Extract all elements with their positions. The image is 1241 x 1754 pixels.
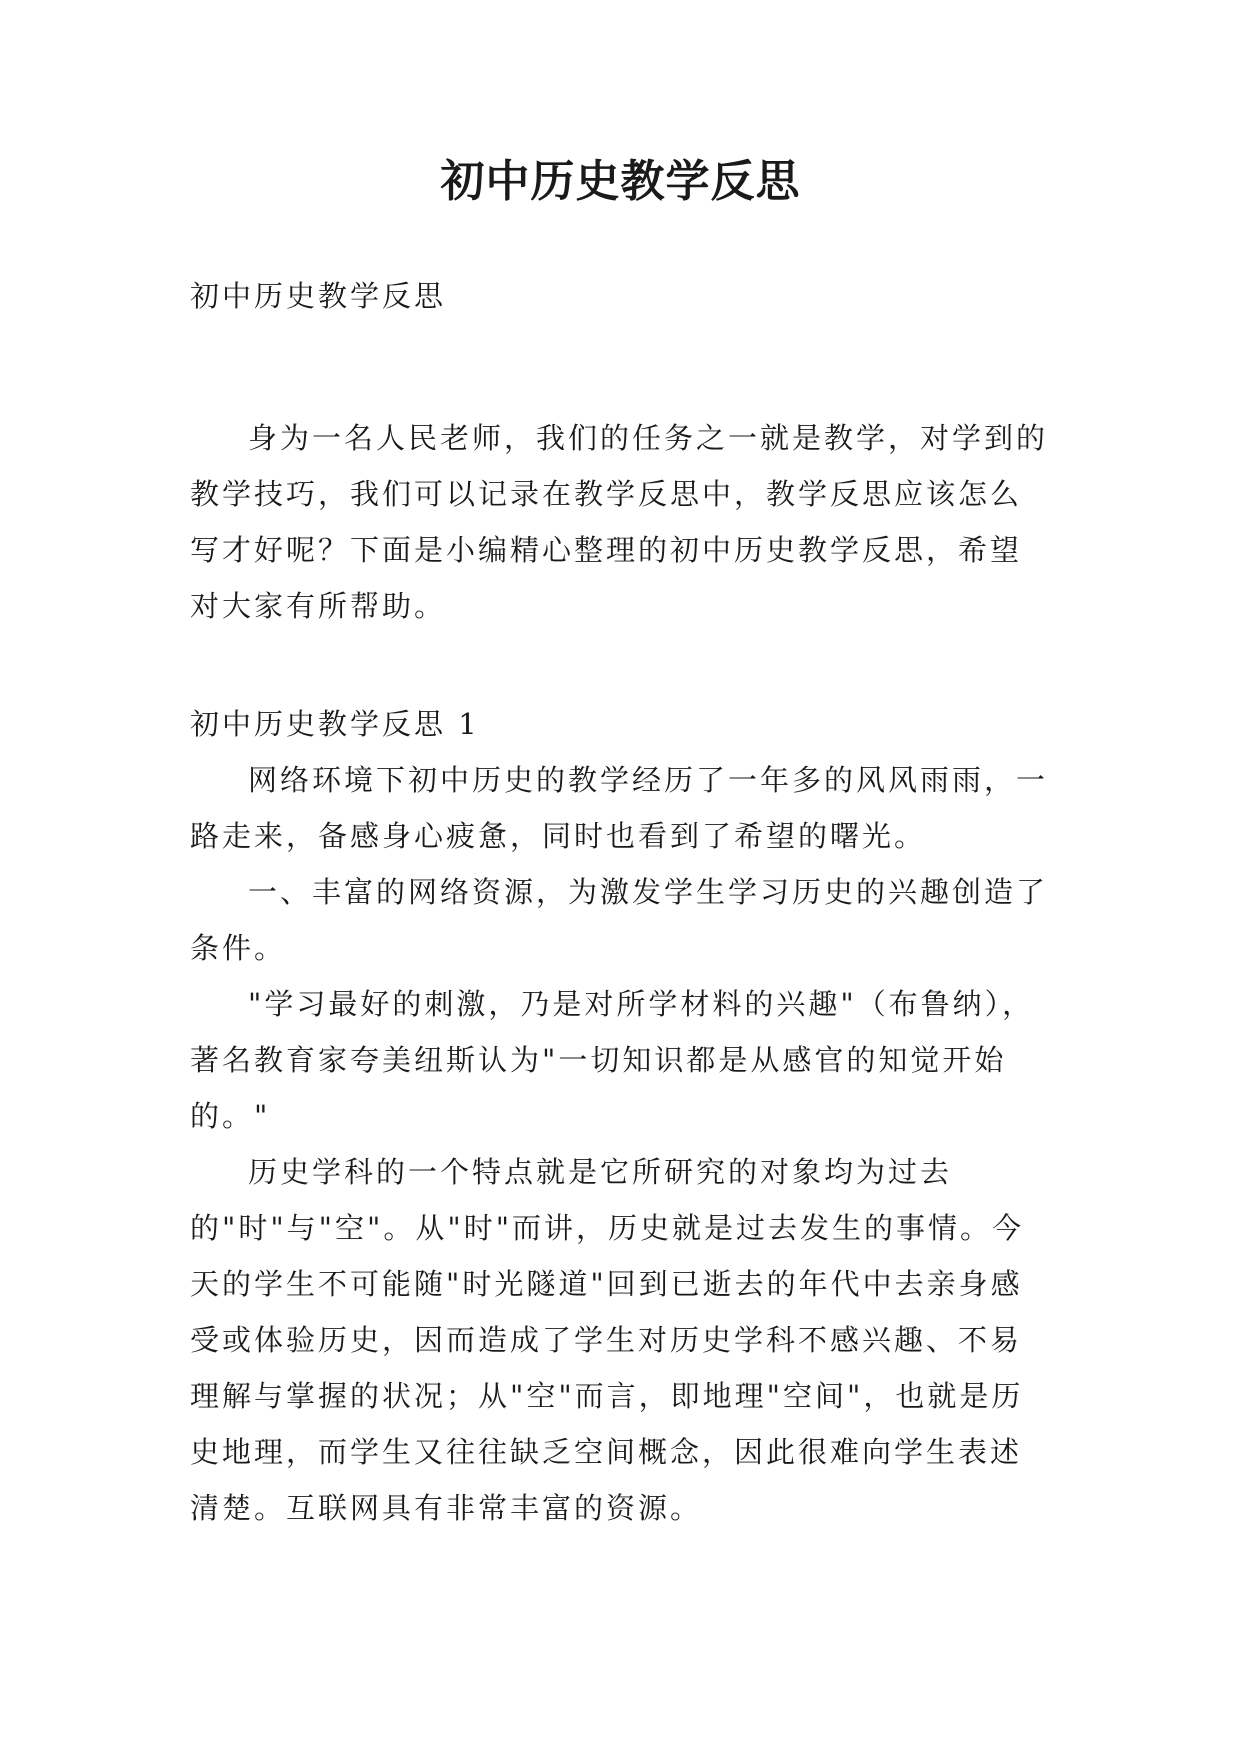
intro-block xyxy=(190,410,1052,634)
section-paragraph: 一、丰富的网络资源，为激发学生学习历史的兴趣创造了条件。 xyxy=(190,875,1049,965)
document-title: 初中历史教学反思 xyxy=(440,156,801,207)
intro-paragraph: 身为一名人民老师，我们的任务之一就是教学，对学到的教学技巧，我们可以记录在教学反思中，教学反思应该怎么写才好呢？下面是小编精心整理的初中历史教学反思，希望对大家有所帮助。 xyxy=(190,421,1049,623)
section-paragraph: 网络环境下初中历史的教学经历了一年多的风风雨雨，一路走来，备感身心疲惫，同时也看到了希望的曙光。 xyxy=(190,763,1049,853)
section-heading: 初中历史教学反思 1 xyxy=(190,707,480,741)
section-paragraph: "学习最好的刺激，乃是对所学材料的兴趣"（布鲁纳），著名教育家夸美纽斯认为"一切知识都是从感官的知觉开始的。" xyxy=(190,987,1035,1133)
section-paragraph: 历史学科的一个特点就是它所研究的对象均为过去的"时"与"空"。从"时"而讲，历史就是过去发生的事情。今天的学生不可能随"时光隧道"回到已逝去的年代中去亲身感受或体验历史，因而造成了学生对历史学科不感兴趣、不易理解与掌握的状况；从"空"而言，即地理"空间"，也就是历史地理，而学生又往往缺乏空间概念，因此很难向学生表述清楚。互联网具有非常丰富的资源。 xyxy=(190,1155,1025,1525)
document-subtitle: 初中历史教学反思 xyxy=(190,279,447,313)
section-body xyxy=(190,752,1052,1536)
